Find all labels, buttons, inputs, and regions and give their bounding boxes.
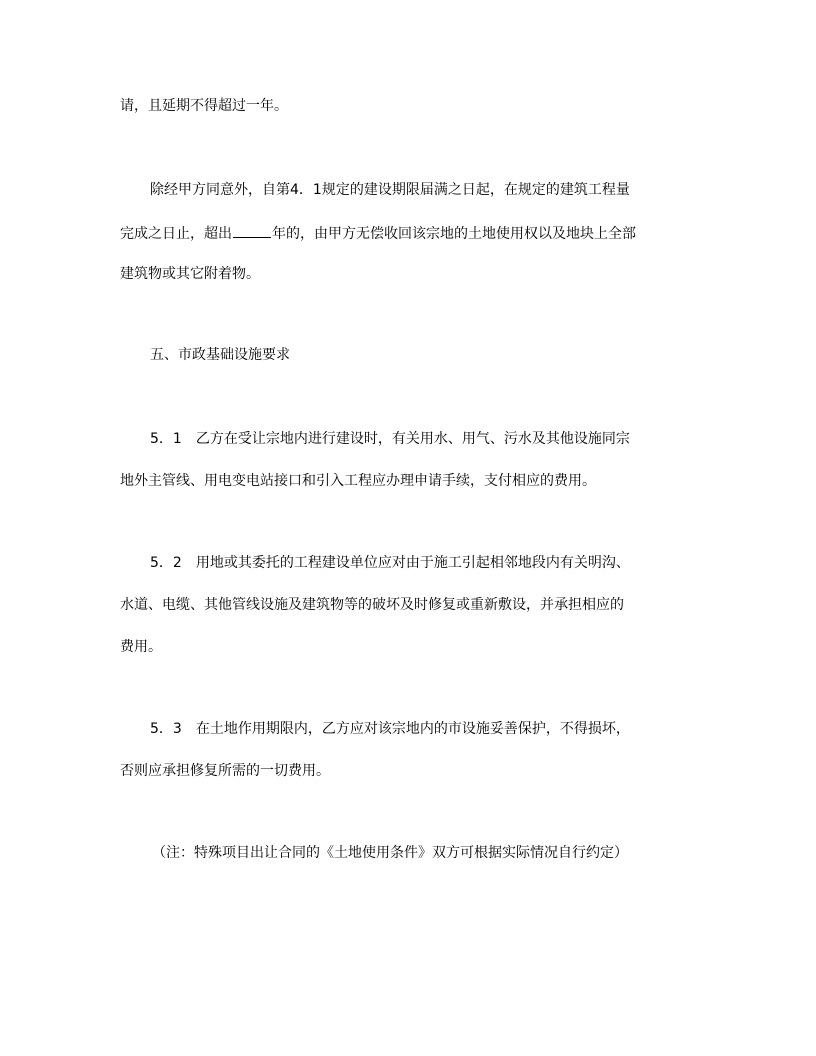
paragraph-text: 完成之日止，超出 <box>120 226 232 242</box>
section-heading: 五、市政基础设施要求 <box>150 347 290 363</box>
clause-5-1-line: 地外主管线、用电变电站接口和引入工程应办理申请手续，支付相应的费用。 <box>120 473 596 489</box>
clause-5-2-line: 5．2 用地或其委托的工程建设单位应对由于施工引起相邻地段内有关明沟、 <box>150 555 630 571</box>
blank-fill-line <box>233 223 271 238</box>
clause-5-2-line: 水道、电缆、其他管线设施及建筑物等的破坏及时修复或重新敷设，并承担相应的 <box>120 597 624 613</box>
paragraph-text: 年的，由甲方无偿收回该宗地的土地使用权以及地块上全部 <box>272 226 636 242</box>
paragraph-line <box>120 223 636 243</box>
clause-5-2-line: 费用。 <box>120 639 162 655</box>
paragraph-continuation: 请，且延期不得超过一年。 <box>120 98 288 114</box>
clause-5-3-line: 5．3 在土地作用期限内，乙方应对该宗地内的市设施妥善保护，不得损坏， <box>150 721 630 737</box>
clause-5-1-line: 5．1 乙方在受让宗地内进行建设时，有关用水、用气、污水及其他设施同宗 <box>150 431 630 447</box>
clause-5-3-line: 否则应承担修复所需的一切费用。 <box>120 763 330 779</box>
paragraph-line: 建筑物或其它附着物。 <box>120 266 260 282</box>
paragraph-line: 除经甲方同意外，自第4．1规定的建设期限届满之日起，在规定的建筑工程量 <box>150 182 630 198</box>
footnote-text: （注：特殊项目出让合同的《土地使用条件》双方可根据实际情况自行约定） <box>152 845 628 861</box>
